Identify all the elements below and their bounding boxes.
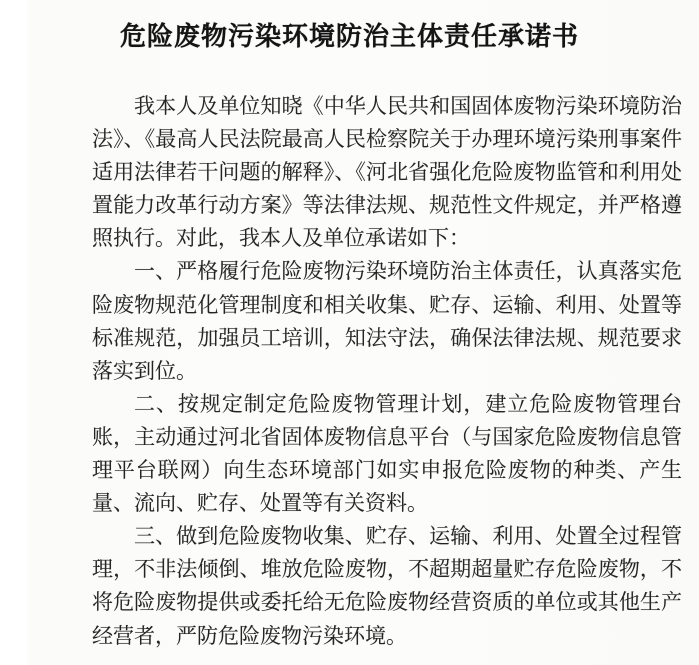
document-title: 危险废物污染环境防治主体责任承诺书 (119, 22, 579, 51)
document-paragraph: 我本人及单位知晓《中华人民共和国固体废物污染环境防治法》、《最高人民法院最高人民检察院关于办理环境污染刑事案件适用法律若干问题的解释》、《河北省强化危险废物监管和利用处置能力改革行动方案》等法律法规、规范性文件规定，并严格遵照执行。对此，我本人及单位承诺如下： (92, 94, 682, 251)
document-paragraph: 三、做到危险废物收集、贮存、运输、利用、处置全过程管理，不非法倾倒、堆放危险废物，不超期超量贮存危险废物，不将危险废物提供或委托给无危险废物经营资质的单位或其他生产经营者，严防危险废物污染环境。 (92, 524, 682, 648)
document-paragraph: 一、严格履行危险废物污染环境防治主体责任，认真落实危险废物规范化管理制度和相关收集、贮存、运输、利用、处置等标准规范，加强员工培训，知法守法，确保法律法规、规范要求落实到位。 (92, 259, 682, 383)
document-body (92, 90, 682, 653)
document-paragraph: 二、按规定制定危险废物管理计划，建立危险废物管理台账，主动通过河北省固体废物信息平台（与国家危险废物信息管理平台联网）向生态环境部门如实申报危险废物的种类、产生量、流向、贮存、处置等有关资料。 (92, 391, 682, 516)
